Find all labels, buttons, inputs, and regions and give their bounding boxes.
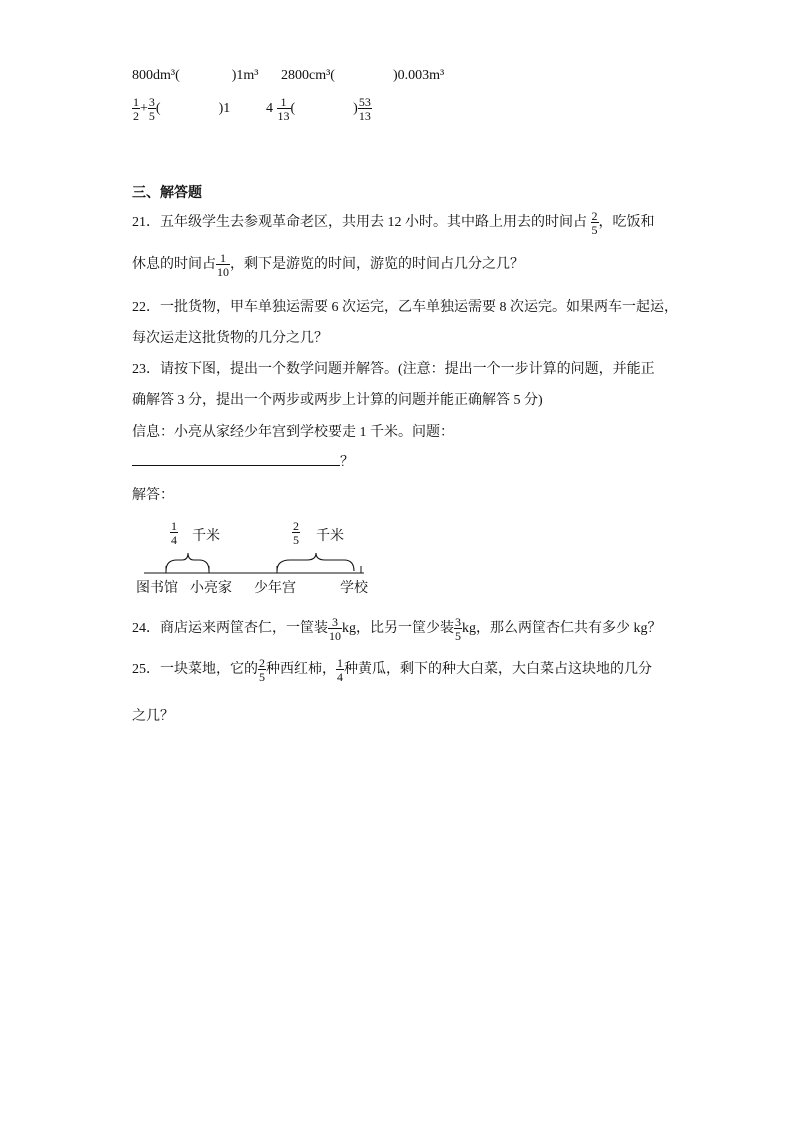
compare-1a-right: )1m³ (231, 68, 259, 83)
fraction (454, 616, 462, 642)
fraction-denominator: 4 (171, 533, 177, 547)
question-21-line-2 (132, 252, 524, 278)
question-25-line-2: 之几？ (132, 709, 174, 724)
label-home: 小亮家 (190, 581, 232, 596)
fraction (358, 96, 372, 122)
compare-row-2a (132, 96, 230, 122)
fraction-denominator: 4 (337, 670, 343, 684)
fraction (336, 657, 344, 683)
fraction-denominator: 10 (329, 629, 341, 643)
compare-row-1 (132, 68, 259, 84)
question-23-line-1: 23．请按下图，提出一个数学问题并解答。(注意：提出一个一步计算的问题，并能正 (132, 362, 655, 377)
brace-left (166, 553, 209, 571)
fraction-numerator: 3 (455, 615, 461, 629)
fraction-numerator: 3 (332, 615, 338, 629)
compare-row-1b (281, 68, 444, 84)
fraction-denominator: 5 (455, 629, 461, 643)
section-title: 三、解答题 (132, 184, 202, 200)
q24-text-c: kg，那么两筐杏仁共有多少 kg？ (462, 621, 662, 637)
fraction-numerator: 1 (133, 95, 139, 109)
question-22-line-1: 22．一批货物，甲车单独运需要 6 次运完，乙车单独运需要 8 次运完。如果两车一起运， (132, 300, 678, 315)
q21-text-c: 休息的时间占 (132, 257, 216, 273)
compare-1a-left: 800dm³( (132, 68, 180, 83)
fraction (277, 96, 291, 122)
fraction-denominator: 5 (293, 533, 299, 547)
q25-text-b: 种西红柿， (266, 662, 336, 678)
q21-text-d: ，剩下是游览的时间，游览的时间占几分之几？ (230, 257, 524, 273)
diagram-fraction-1 (170, 520, 178, 546)
fraction-denominator: 13 (277, 109, 290, 123)
answer-label: 解答： (132, 488, 174, 503)
fraction-numerator: 2 (293, 519, 299, 533)
compare-1b-right: )0.003m³ (392, 68, 445, 83)
fraction-denominator: 10 (217, 265, 229, 279)
mixed-whole: 4 (266, 101, 273, 117)
fraction-numerator: 2 (591, 209, 598, 223)
answer-blank-row (132, 451, 354, 471)
fraction (328, 616, 342, 642)
q24-text-b: kg，比另一筐少装 (342, 621, 454, 637)
fraction-denominator: 13 (358, 109, 371, 123)
q25-text-a: 25．一块菜地，它的 (132, 662, 258, 678)
q25-text-c: 种黄瓜，剩下的种大白菜，大白菜占这块地的几分 (344, 662, 652, 678)
compare-2a-right: )1 (218, 101, 231, 117)
brace-right (277, 553, 354, 571)
fraction (132, 96, 140, 122)
question-23-line-3: 信息：小亮从家经少年宫到学校要走 1 千米。问题： (132, 425, 454, 440)
diagram-fraction-2 (292, 520, 300, 546)
question-21-line-1 (132, 210, 655, 236)
fraction (591, 210, 599, 236)
label-school: 学校 (340, 581, 368, 596)
diagram-unit-2: 千米 (316, 529, 344, 544)
fraction-numerator: 1 (337, 656, 343, 670)
label-library: 图书馆 (136, 581, 178, 596)
paren-open: ( (290, 101, 296, 117)
fraction (258, 657, 266, 683)
q24-text-a: 24．商店运来两筐杏仁，一筐装 (132, 621, 328, 637)
question-22-line-2: 每次运走这批货物的几分之几？ (132, 331, 328, 346)
q21-text-a: 21．五年级学生去参观革命老区，共用去 12 小时。其中路上用去的时间占 (132, 215, 587, 231)
diagram-unit-1: 千米 (192, 529, 220, 544)
fraction-denominator: 2 (133, 109, 139, 123)
fraction (148, 96, 156, 122)
label-youth-palace: 少年宫 (254, 581, 296, 596)
question-mark: ？ (340, 455, 354, 470)
fraction-numerator: 1 (171, 519, 177, 533)
fraction-numerator: 2 (259, 656, 265, 670)
plus-sign: + (140, 101, 148, 117)
paren-close: ) (353, 101, 358, 117)
compare-1b-left: 2800cm³( (281, 68, 335, 83)
question-24 (132, 616, 662, 642)
compare-row-2b (266, 96, 372, 122)
question-23-line-2: 确解答 3 分，提出一个两步或两步上计算的问题并能正确解答 5 分) (132, 393, 543, 408)
fraction-numerator: 53 (358, 95, 371, 109)
answer-blank-line[interactable] (132, 451, 340, 466)
paren-open: ( (155, 101, 161, 117)
fraction-numerator: 3 (148, 95, 155, 109)
question-25-line-1 (132, 657, 652, 683)
route-diagram (132, 516, 382, 600)
fraction-numerator: 1 (220, 251, 226, 265)
fraction (216, 252, 230, 278)
fraction-denominator: 5 (148, 109, 155, 123)
fraction-denominator: 5 (591, 223, 598, 237)
fraction-denominator: 5 (259, 670, 265, 684)
q21-text-b: ，吃饭和 (598, 215, 655, 231)
fraction-numerator: 1 (280, 95, 287, 109)
